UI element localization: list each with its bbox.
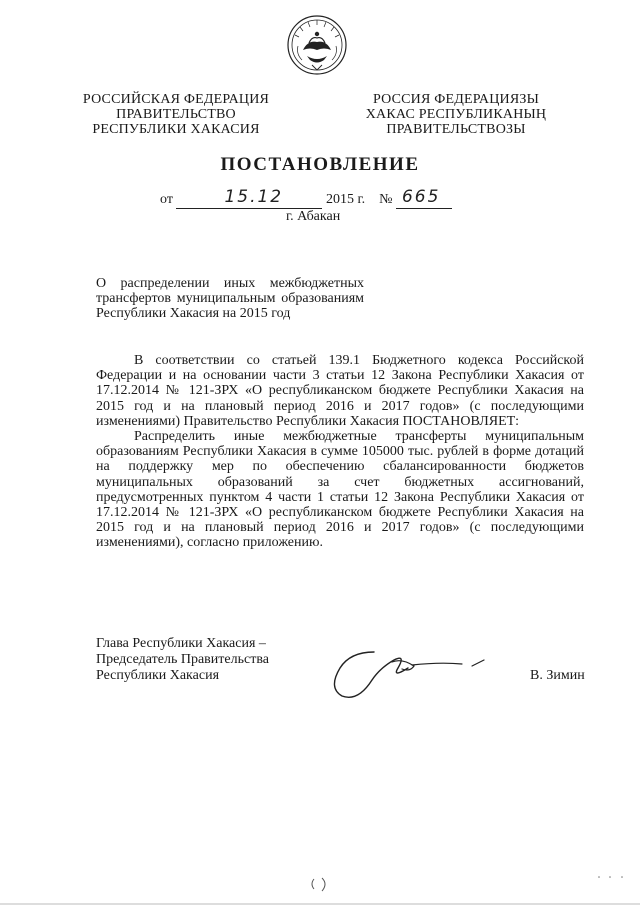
header-left-line: РОССИЙСКАЯ ФЕДЕРАЦИЯ: [82, 92, 270, 107]
signatory-name: В. Зимин: [530, 668, 585, 683]
header-left-line: РЕСПУБЛИКИ ХАКАСИЯ: [92, 122, 260, 137]
body-paragraph: Распределить иные межбюджетные трансферты муниципальным образованиям Республики Хакасия в сумме 105000 тыс. рублей в форме дотаций на поддержку мер по обеспечению сбалансированности бюджетов муниципальных образований за счет бюджетных ассигнований, предусмотренных пунктом 4 части 1 статьи 12 Закона Республики Хакасия от 17.12.2014 № 121-ЗРХ «О республиканском бюджете Республики Хакасия на 2015 год и на плановый период 2016 и 2017 годов» (с последующими изменениями), согласно приложению.: [96, 429, 584, 551]
page-mark-scribble: [308, 874, 332, 894]
signatory-position-line: Республики Хакасия: [96, 668, 220, 683]
header-left-line: ПРАВИТЕЛЬСТВО: [116, 107, 236, 122]
header-right: [356, 92, 556, 137]
number-handwritten: 665: [401, 187, 441, 207]
coat-of-arms-icon: [286, 14, 348, 76]
subject-line: трансфертов муниципальным образованиям: [96, 291, 364, 306]
signatory-position-line: Председатель Правительства: [96, 652, 269, 667]
date-number-line: [160, 187, 452, 209]
scan-specks: [596, 874, 626, 880]
subject-line: О распределении иных межбюджетных: [96, 276, 364, 291]
handwritten-signature: [322, 638, 502, 708]
date-field: [176, 187, 322, 209]
subject-line: Республики Хакасия на 2015 год: [96, 306, 291, 321]
scan-bottom-edge: [0, 896, 640, 905]
date-prefix: от: [160, 192, 173, 207]
document-subject: [96, 276, 364, 321]
document-city: г. Абакан: [286, 209, 341, 224]
number-sign: №: [379, 192, 393, 207]
header-right-line: ХАКАС РЕСПУБЛИКАНЫҢ: [365, 107, 547, 122]
document-year: 2015 г.: [325, 192, 366, 207]
signatory-position-line: Глава Республики Хакасия –: [96, 636, 266, 651]
header-right-line: ПРАВИТЕЛЬСТВОЗЫ: [386, 122, 526, 137]
document-body: [96, 353, 584, 551]
date-handwritten: 15.12: [224, 187, 284, 207]
number-field: [396, 187, 452, 209]
body-paragraph: В соответствии со статьей 139.1 Бюджетного кодекса Российской Федерации и на основании части 3 статьи 12 Закона Республики Хакасия от 17.12.2014 № 121-ЗРХ «О республиканском бюджете Республики Хакасия на 2015 год и на плановый период 2016 и 2017 годов» (с последующими изменениями) Правительство Республики Хакасия ПОСТАНОВЛЯЕТ:: [96, 353, 584, 429]
document-title: ПОСТАНОВЛЕНИЕ: [220, 154, 420, 175]
signatory-position: [96, 636, 269, 684]
header-right-line: РОССИЯ ФЕДЕРАЦИЯЗЫ: [372, 92, 540, 107]
header-left: [76, 92, 276, 137]
